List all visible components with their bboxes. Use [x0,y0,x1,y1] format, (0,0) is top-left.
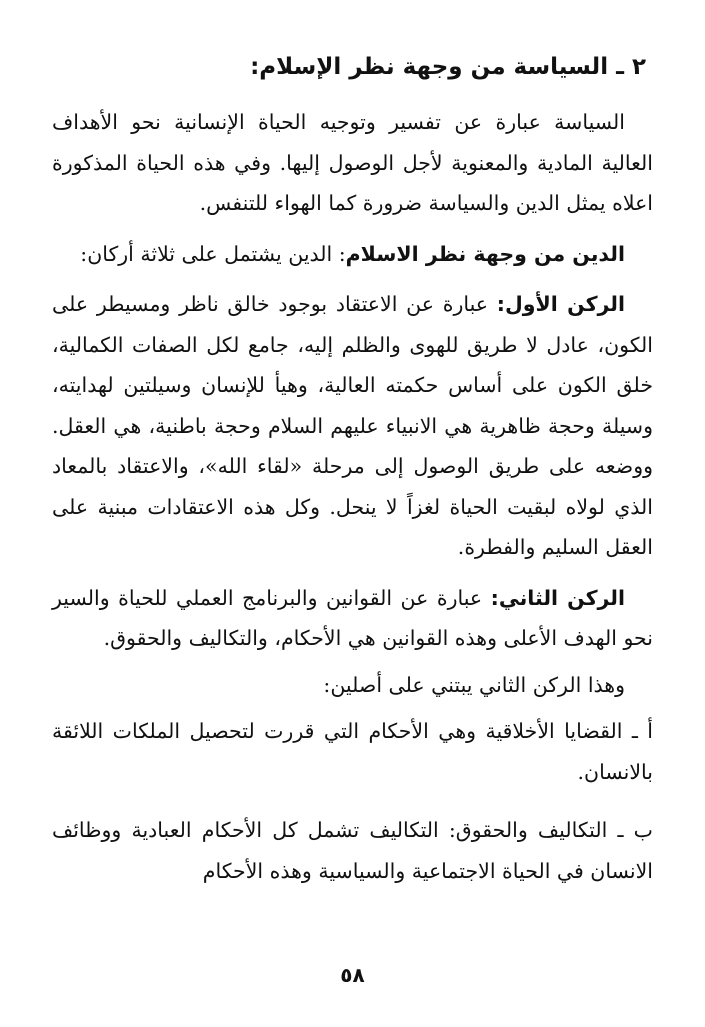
paragraph-second-pillar [52,578,653,659]
page-number: ٥٨ [340,963,365,987]
first-pillar-text: عبارة عن الاعتقاد بوجود خالق ناظر ومسيطر على الكون، عادل لا طريق للهوى والظلم إليه، جامع لكل الصفات الكمالية، خلق الكون على أساس حكمته العالية، وهيأ للإنسان وسيلتين لهدايته، وسيلة وحجة ظاهرية هي الانبياء عليهم السلام وحجة باطنية، هي العقل. ووضعه على طريق الوصول إلى مرحلة «لقاء الله»، والاعتقاد بالمعاد الذي لولاه لبقيت الحياة لغزاً لا ينحل. وكل هذه الاعتقادات مبنية على العقل السليم والفطرة. [52,292,653,559]
section-heading: ٢ ـ السياسة من وجهة نظر الإسلام: [250,54,646,80]
paragraph-two-principles: وهذا الركن الثاني يبتني على أصلين: [323,672,625,697]
paragraph-politics-definition: السياسة عبارة عن تفسير وتوجيه الحياة الإنسانية نحو الأهداف العالية المادية والمعنوية لأجل الوصول إليها. وفي هذه الحياة المذكورة اعلاه يمثل الدين والسياسة ضرورة كما الهواء للتنفس. [52,110,653,215]
list-item-a: أ ـ القضايا الأخلاقية وهي الأحكام التي قررت لتحصيل الملكات اللائقة بالانسان. [52,719,653,784]
first-pillar-lead: الركن الأول: [496,292,625,316]
paragraph-first-pillar [52,284,653,568]
second-pillar-lead: الركن الثاني: [490,585,625,610]
paragraph-religion-intro [52,234,653,275]
religion-intro-lead: الدين من وجهة نظر الاسلام [345,241,625,266]
religion-intro-text: : الدين يشتمل على ثلاثة أركان: [80,241,346,266]
list-item-b: ب ـ التكاليف والحقوق: التكاليف تشمل كل الأحكام العبادية ووظائف الانسان في الحياة الاجتماعية والسياسية وهذه الأحكام [52,818,653,883]
second-pillar-text: عبارة عن القوانين والبرنامج العملي للحياة والسير نحو الهدف الأعلى وهذه القوانين هي الأحكام، والتكاليف والحقوق. [52,585,653,650]
